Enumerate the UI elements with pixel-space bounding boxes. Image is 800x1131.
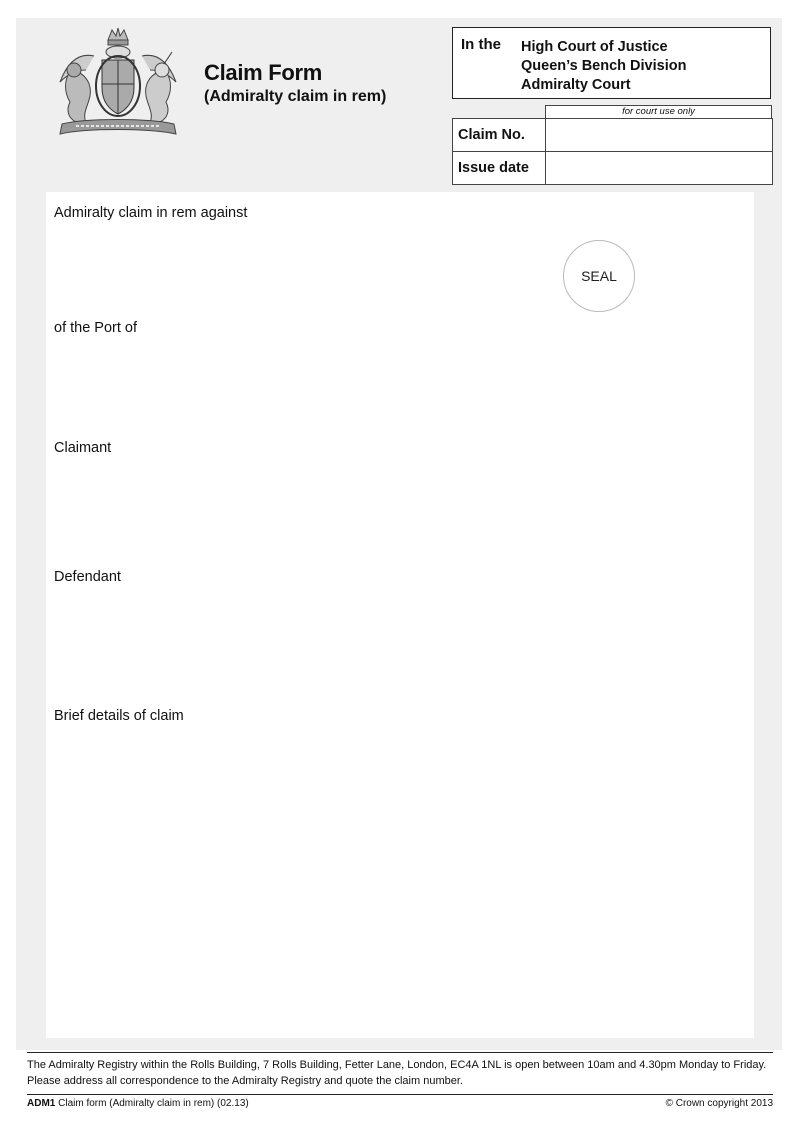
defendant-label: Defendant [54, 569, 121, 585]
claim-no-row [453, 119, 773, 152]
claim-no-label: Claim No. [453, 119, 546, 152]
form-code: ADM1 [27, 1098, 56, 1109]
footer-top-rule [27, 1052, 773, 1053]
seal-label: SEAL [581, 268, 617, 284]
claimant-label: Claimant [54, 440, 112, 456]
claim-details-area [46, 192, 754, 1038]
form-reference [27, 1098, 249, 1109]
court-in-label: In the [461, 36, 501, 53]
royal-coat-of-arms-icon [46, 26, 190, 138]
against-label: Admiralty claim in rem against [54, 205, 248, 221]
court-use-only-label: for court use only [545, 105, 772, 118]
seal-stamp [563, 240, 635, 312]
against-field[interactable] [54, 226, 744, 322]
port-field[interactable] [54, 342, 744, 438]
claim-no-field[interactable] [545, 119, 772, 152]
form-name: Claim form (Admiralty claim in rem) (02.13) [55, 1098, 249, 1109]
registry-note: The Admiralty Registry within the Rolls Building, 7 Rolls Building, Fetter Lane, London, EC4A 1NL is open between 10am and 4.30pm Monday to Friday. Please address all correspondence to the Admiralty Registry and quote the claim number. [27, 1059, 767, 1087]
court-name [521, 38, 686, 95]
claim-info-table [452, 118, 773, 185]
court-box [452, 27, 771, 99]
details-label: Brief details of claim [54, 708, 184, 724]
court-line-2: Queen’s Bench Division [521, 58, 687, 74]
issue-date-label: Issue date [453, 152, 546, 185]
copyright: © Crown copyright 2013 [665, 1098, 773, 1109]
form-title: Claim Form [204, 60, 323, 85]
court-line-1: High Court of Justice [521, 39, 668, 55]
issue-date-field[interactable] [545, 152, 772, 185]
claimant-field[interactable] [54, 462, 744, 566]
form-subtitle: (Admiralty claim in rem) [204, 88, 387, 105]
court-line-3: Admiralty Court [521, 77, 631, 93]
port-label: of the Port of [54, 320, 138, 336]
footer-bottom-rule [27, 1094, 773, 1095]
defendant-field[interactable] [54, 591, 744, 703]
details-field[interactable] [54, 730, 744, 1030]
issue-date-row [453, 152, 773, 185]
